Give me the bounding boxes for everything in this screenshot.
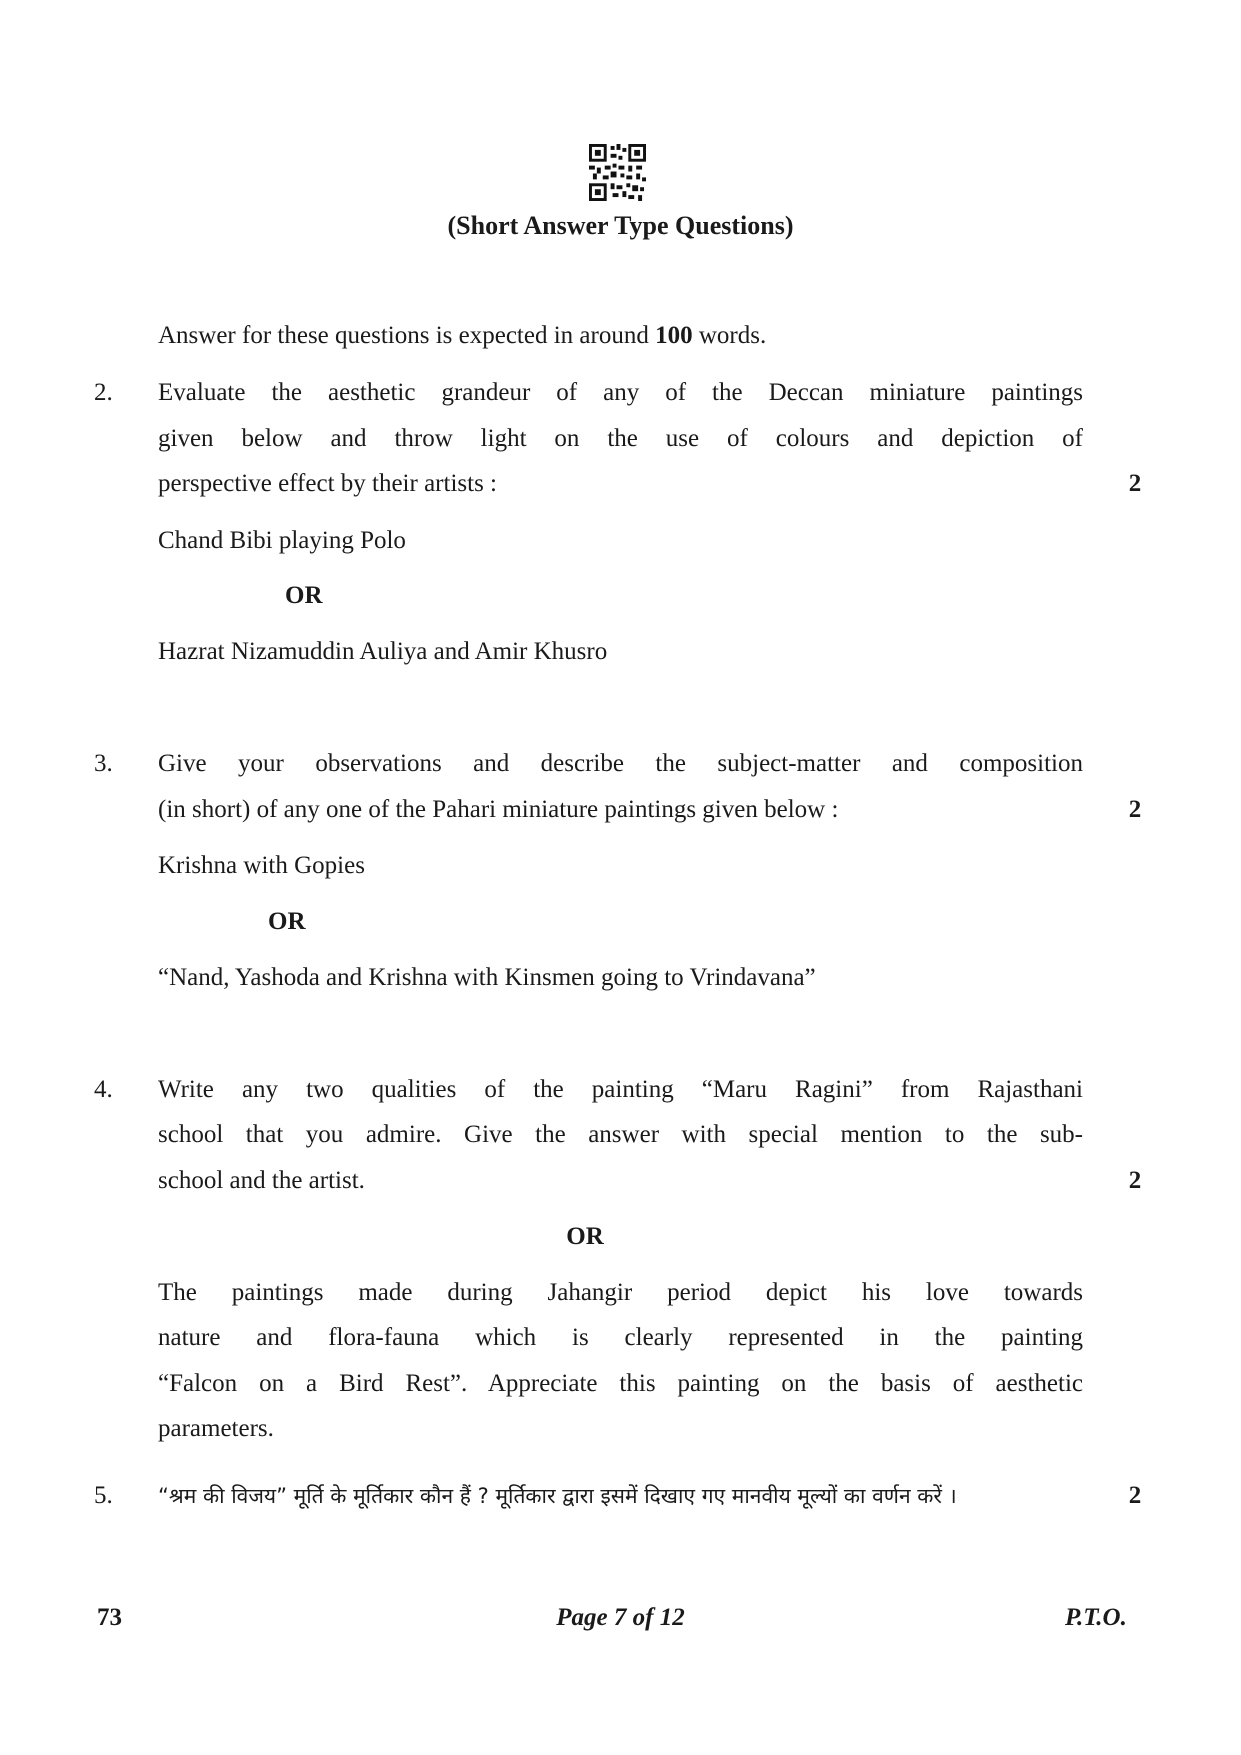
page-number: Page 7 of 12 [556, 1604, 685, 1631]
question-4-alt-line-4: parameters. [158, 1415, 274, 1442]
question-3-line-2: (in short) of any one of the Pahari miniature paintings given below : [158, 796, 839, 823]
question-4-alt-line-3: “Falcon on a Bird Rest”. Appreciate this painting on the basis of aesthetic [158, 1370, 1083, 1397]
question-4-line-2: school that you admire. Give the answer with special mention to the sub- [158, 1121, 1083, 1148]
question-4-alt-line-1: The paintings made during Jahangir period depict his love towards [158, 1279, 1083, 1306]
question-3-number: 3. [94, 750, 113, 777]
paper-code: 73 [97, 1604, 122, 1631]
question-2-marks: 2 [1128, 470, 1142, 497]
pto-label: P.T.O. [1065, 1604, 1127, 1631]
question-4-or: OR [566, 1223, 604, 1250]
question-2-option-a: Chand Bibi playing Polo [158, 527, 406, 554]
question-3-marks: 2 [1128, 796, 1142, 823]
question-4-line-1: Write any two qualities of the painting “Maru Ragini” from Rajasthani [158, 1076, 1083, 1103]
question-3-option-b: “Nand, Yashoda and Krishna with Kinsmen going to Vrindavana” [158, 964, 816, 991]
question-5-number: 5. [94, 1482, 113, 1509]
question-4-number: 4. [94, 1076, 113, 1103]
question-2-line-3: perspective effect by their artists : [158, 470, 497, 497]
qr-code-icon [589, 144, 646, 201]
question-2-number: 2. [94, 379, 113, 406]
question-3-line-1: Give your observations and describe the subject-matter and composition [158, 750, 1083, 777]
question-2-option-b: Hazrat Nizamuddin Auliya and Amir Khusro [158, 638, 608, 665]
question-3-or: OR [268, 908, 306, 935]
question-3-option-a: Krishna with Gopies [158, 852, 365, 879]
question-4-marks: 2 [1128, 1167, 1142, 1194]
question-2-line-1: Evaluate the aesthetic grandeur of any of the Deccan miniature paintings [158, 379, 1083, 406]
question-4-alt-line-2: nature and flora-fauna which is clearly represented in the painting [158, 1324, 1083, 1351]
instruction-text: Answer for these questions is expected in around 100 words. [158, 322, 767, 349]
question-5-text: “श्रम की विजय” मूर्ति के मूर्तिकार कौन हैं ? मूर्तिकार द्वारा इसमें दिखाए गए मानवीय मूल्यों का वर्णन करें । [158, 1484, 957, 1508]
section-heading: (Short Answer Type Questions) [447, 211, 794, 240]
question-5-marks: 2 [1128, 1482, 1142, 1509]
question-2-line-2: given below and throw light on the use of colours and depiction of [158, 425, 1083, 452]
question-4-line-3: school and the artist. [158, 1167, 365, 1194]
question-2-or: OR [285, 582, 323, 609]
